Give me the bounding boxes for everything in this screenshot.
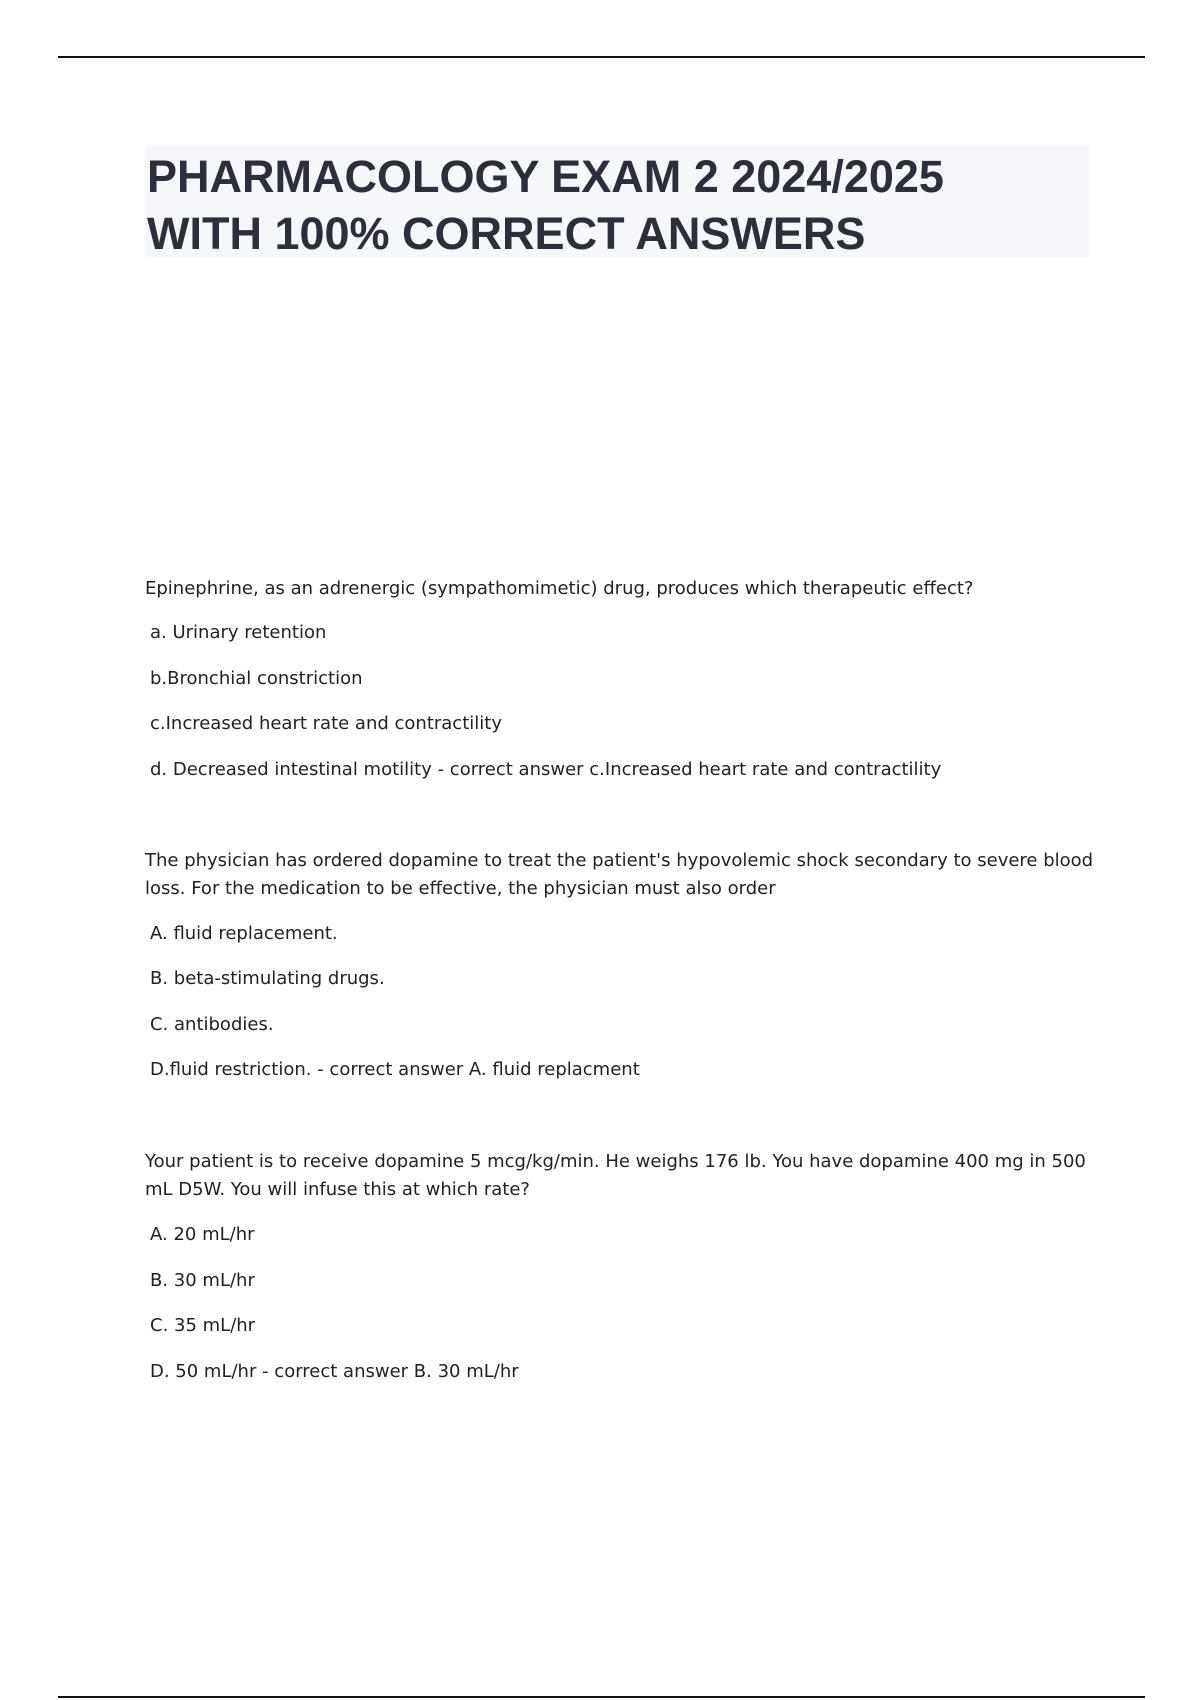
question-2-option-d: D.fluid restriction. - correct answer A. fluid replacment bbox=[150, 1059, 640, 1080]
question-3-option-d: D. 50 mL/hr - correct answer B. 30 mL/hr bbox=[150, 1361, 519, 1382]
document-title bbox=[147, 148, 944, 262]
question-2-text: The physician has ordered dopamine to treat the patient's hypovolemic shock secondary to severe blood loss. For the medication to be effective, the physician must also order bbox=[145, 850, 1094, 899]
question-2-option-c: C. antibodies. bbox=[150, 1014, 274, 1035]
question-3-option-c: C. 35 mL/hr bbox=[150, 1315, 256, 1336]
question-3-text: Your patient is to receive dopamine 5 mcg/kg/min. He weighs 176 lb. You have dopamine 400 mg in 500 mL D5W. You will infuse this at which rate? bbox=[145, 1151, 1086, 1200]
question-2-option-b: B. beta-stimulating drugs. bbox=[150, 968, 385, 989]
bottom-rule bbox=[58, 1696, 1145, 1698]
title-line-1: PHARMACOLOGY EXAM 2 2024/2025 bbox=[147, 151, 944, 202]
question-1-option-a: a. Urinary retention bbox=[150, 622, 327, 643]
question-3-option-b: B. 30 mL/hr bbox=[150, 1270, 255, 1291]
title-line-2: WITH 100% CORRECT ANSWERS bbox=[147, 208, 866, 259]
question-1-option-b: b.Bronchial constriction bbox=[150, 668, 363, 689]
question-3-option-a: A. 20 mL/hr bbox=[150, 1224, 255, 1245]
question-1-option-d: d. Decreased intestinal motility - correct answer c.Increased heart rate and contractility bbox=[150, 759, 942, 780]
question-2-option-a: A. fluid replacement. bbox=[150, 923, 338, 944]
question-1-text: Epinephrine, as an adrenergic (sympathomimetic) drug, produces which therapeutic effect? bbox=[145, 578, 974, 599]
top-rule bbox=[58, 56, 1145, 58]
question-1-option-c: c.Increased heart rate and contractility bbox=[150, 713, 502, 734]
